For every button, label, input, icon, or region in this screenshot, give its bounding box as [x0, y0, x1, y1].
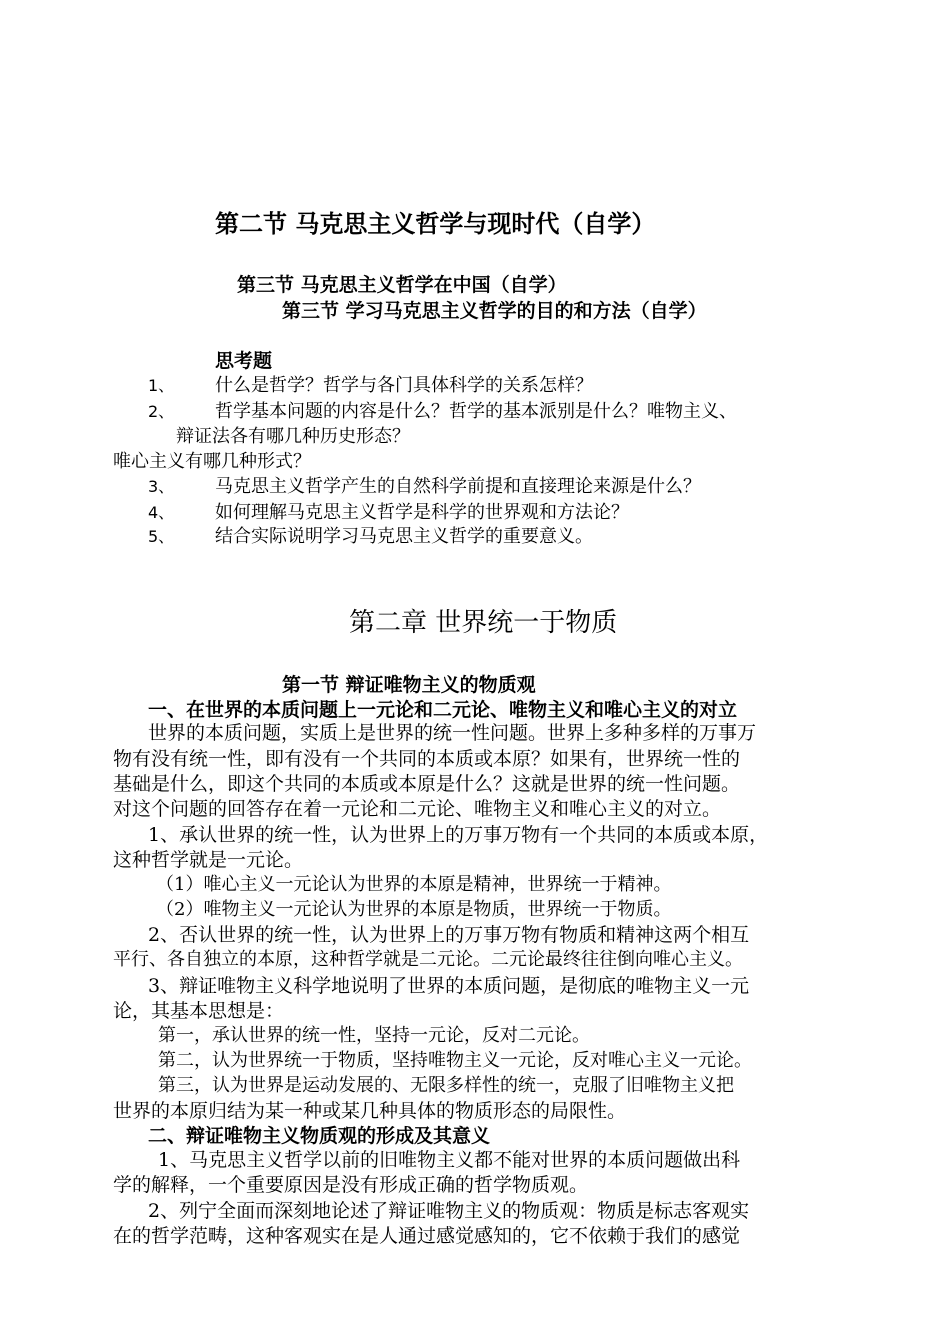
question-text: 哲学基本问题的内容是什么？哲学的基本派别是什么？唯物主义、 — [215, 401, 737, 422]
body-line: 这种哲学就是一元论。 — [113, 849, 304, 871]
body-line: 世界的本质问题，实质上是世界的统一性问题。世界上多种多样的万事万 — [148, 722, 757, 744]
body-line: 论，其基本思想是： — [113, 1000, 285, 1022]
chapter-title: 第二章 世界统一于物质 — [349, 608, 618, 638]
body-line: 学的解释，一个重要原因是没有形成正确的哲学物质观。 — [113, 1174, 589, 1196]
subsection-heading: 二、辩证唯物主义物质观的形成及其意义 — [148, 1125, 491, 1147]
section-1-title: 第一节 辩证唯物主义的物质观 — [282, 674, 536, 696]
question-number: 5、 — [148, 527, 175, 546]
question-number: 3、 — [148, 477, 175, 496]
body-line: 1、马克思主义哲学以前的旧唯物主义都不能对世界的本质问题做出科 — [158, 1149, 741, 1171]
body-line: 在的哲学范畴，这种客观实在是人通过感觉感知的，它不依赖于我们的感觉 — [113, 1225, 741, 1247]
body-line: 世界的本原归结为某一种或某几种具体的物质形态的局限性。 — [113, 1100, 627, 1122]
body-line: 第一，承认世界的统一性，坚持一元论，反对二元论。 — [158, 1025, 590, 1046]
section-3a-title: 第三节 马克思主义哲学在中国（自学） — [237, 274, 567, 296]
question-text: 马克思主义哲学产生的自然科学前提和直接理论来源是什么？ — [215, 476, 701, 497]
questions-title: 思考题 — [215, 350, 273, 372]
body-line: 第三，认为世界是运动发展的、无限多样性的统一，克服了旧唯物主义把 — [158, 1075, 734, 1096]
body-line: 基础是什么，即这个共同的本质或本原是什么？这就是世界的统一性问题。 — [113, 773, 741, 795]
body-line: 对这个问题的回答存在着一元论和二元论、唯物主义和唯心主义的对立。 — [113, 798, 722, 820]
body-line: （2）唯物主义一元论认为世界的本原是物质，世界统一于物质。 — [156, 899, 672, 920]
body-line: 3、辩证唯物主义科学地说明了世界的本质问题，是彻底的唯物主义一元 — [148, 975, 750, 997]
body-line: 1、承认世界的统一性，认为世界上的万事万物有一个共同的本质或本原， — [148, 824, 769, 846]
body-line: 第二，认为世界统一于物质，坚持唯物主义一元论，反对唯心主义一元论。 — [158, 1050, 752, 1071]
body-line: （1）唯心主义一元论认为世界的本原是精神，世界统一于精神。 — [156, 874, 672, 895]
body-line: 物有没有统一性，即有没有一个共同的本质或本原？如果有，世界统一性的 — [113, 748, 741, 770]
body-line: 2、否认世界的统一性，认为世界上的万事万物有物质和精神这两个相互 — [148, 924, 750, 946]
question-text: 什么是哲学？哲学与各门具体科学的关系怎样？ — [215, 375, 593, 396]
body-line: 平行、各自独立的本原，这种哲学就是二元论。二元论最终往往倒向唯心主义。 — [113, 949, 743, 970]
section-3b-title: 第三节 学习马克思主义哲学的目的和方法（自学） — [282, 300, 707, 322]
body-line: 2、列宁全面而深刻地论述了辩证唯物主义的物质观：物质是标志客观实 — [148, 1200, 750, 1222]
subsection-heading: 一、在世界的本质问题上一元论和二元论、唯物主义和唯心主义的对立 — [148, 699, 738, 721]
section-2-title: 第二节 马克思主义哲学与现时代（自学） — [215, 209, 656, 238]
question-number: 2、 — [148, 402, 175, 421]
question-text: 结合实际说明学习马克思主义哲学的重要意义。 — [215, 526, 593, 547]
question-number: 4、 — [148, 503, 175, 522]
question-text-continued: 辩证法各有哪几种历史形态？ — [176, 426, 410, 447]
question-number: 1、 — [148, 376, 175, 395]
question-text: 如何理解马克思主义哲学是科学的世界观和方法论？ — [215, 502, 629, 523]
question-text-continued: 唯心主义有哪几种形式？ — [113, 451, 311, 472]
